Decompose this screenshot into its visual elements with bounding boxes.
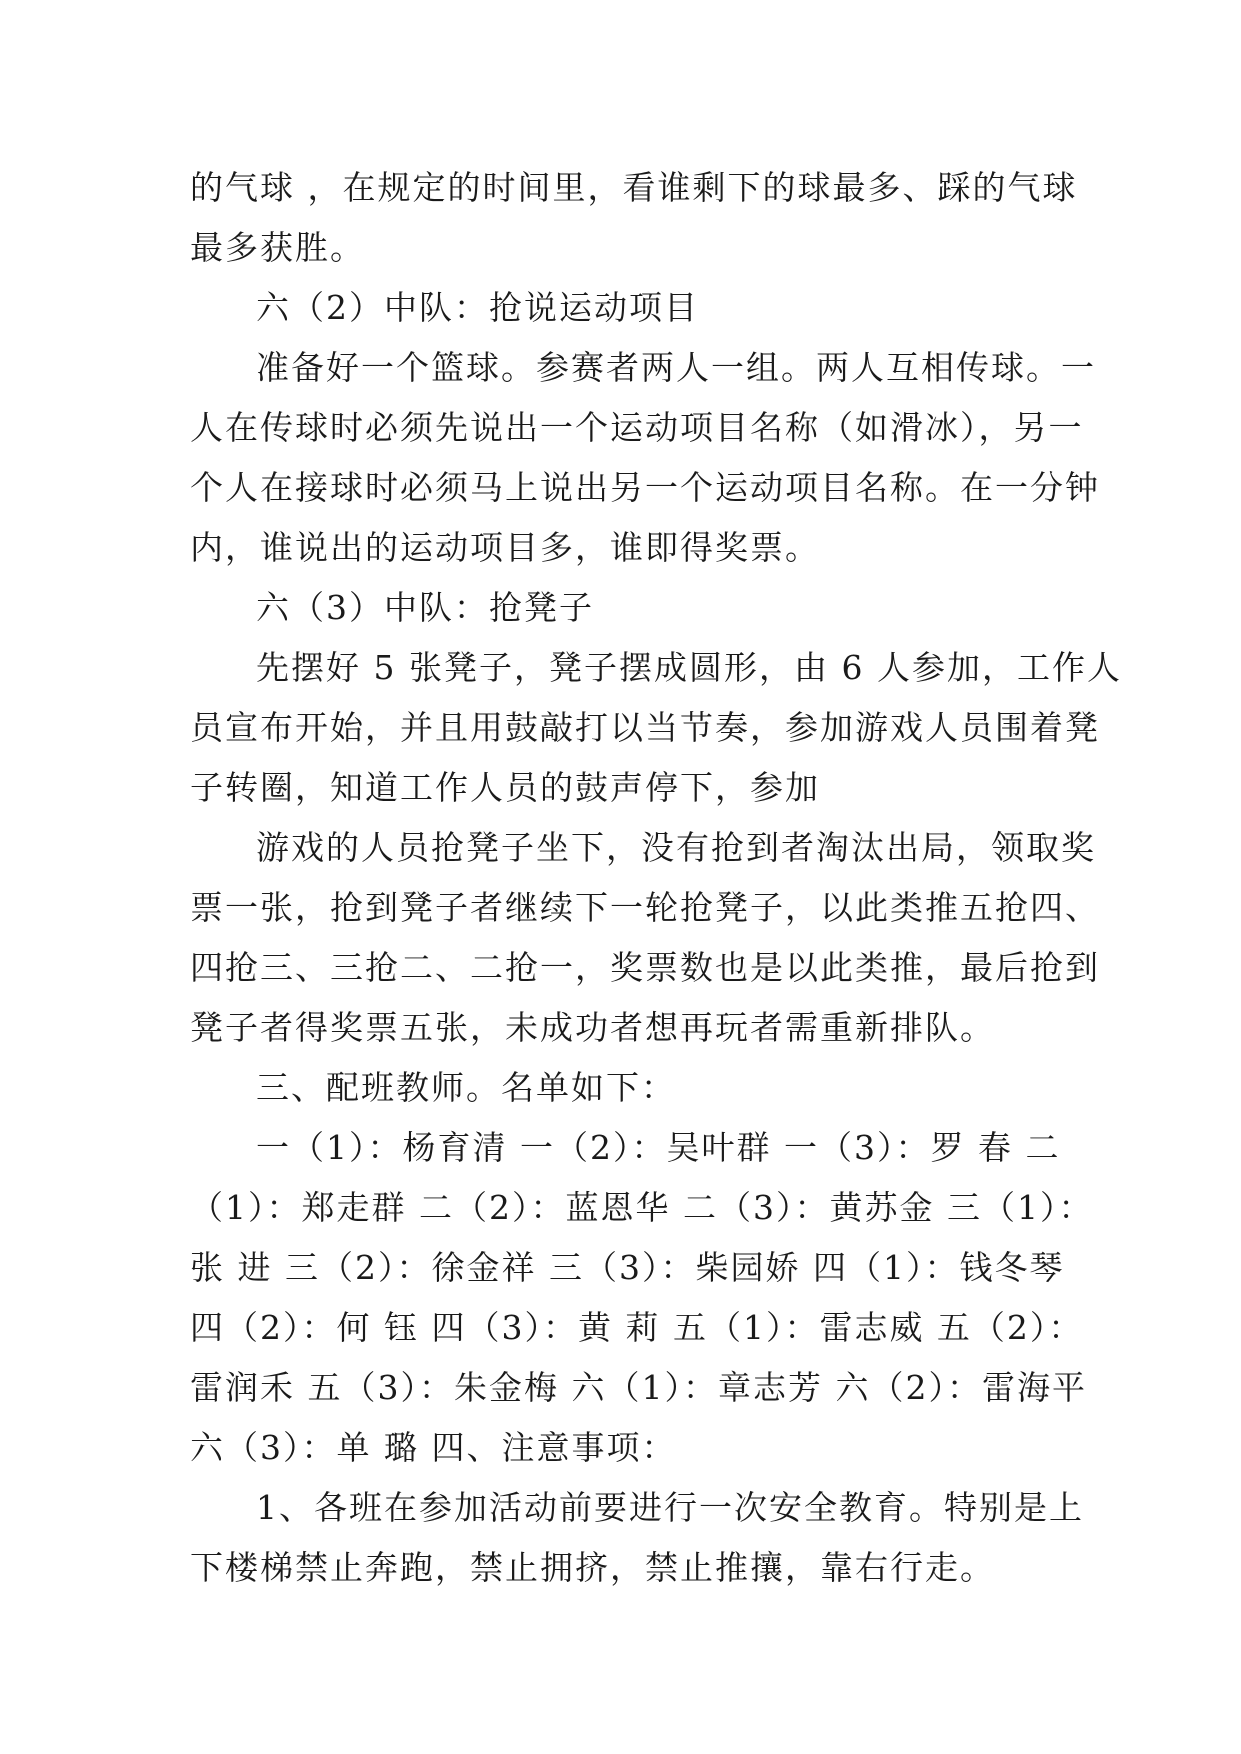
teacher-list-line: 四（2）：何 钰 四（3）：黄 莉 五（1）：雷志威 五（2）： xyxy=(190,1308,1084,1347)
text-line: 子转圈，知道工作人员的鼓声停下，参加 xyxy=(190,768,820,807)
text-line: 游戏的人员抢凳子坐下，没有抢到者淘汰出局，领取奖 xyxy=(256,828,1096,867)
text-line: 先摆好 5 张凳子，凳子摆成圆形，由 6 人参加，工作人 xyxy=(256,648,1122,687)
text-line: 1、各班在参加活动前要进行一次安全教育。特别是上 xyxy=(256,1488,1084,1527)
text-line: 准备好一个篮球。参赛者两人一组。两人互相传球。一 xyxy=(256,348,1096,387)
teacher-list-line: 六（3）：单 璐 四、注意事项： xyxy=(190,1428,677,1467)
text-line: 凳子者得奖票五张，未成功者想再玩者需重新排队。 xyxy=(190,1008,995,1047)
text-line: 四抢三、三抢二、二抢一，奖票数也是以此类推，最后抢到 xyxy=(190,948,1100,987)
text-line: 内，谁说出的运动项目多，谁即得奖票。 xyxy=(190,528,820,567)
section-heading: 三、配班教师。名单如下： xyxy=(256,1068,676,1107)
text-line: 的气球 ，在规定的时间里，看谁剩下的球最多、踩的气球 xyxy=(190,168,1078,207)
document-body xyxy=(190,158,1122,1598)
text-line: 员宣布开始，并且用鼓敲打以当节奏，参加游戏人员围着凳 xyxy=(190,708,1100,747)
teacher-list-line: 一（1）：杨育清 一（2）：吴叶群 一（3）：罗 春 二 xyxy=(256,1128,1061,1167)
teacher-list-line: 雷润禾 五（3）：朱金梅 六（1）：章志芳 六（2）：雷海平 xyxy=(190,1368,1087,1407)
teacher-list-line: 张 进 三（2）：徐金祥 三（3）：柴园娇 四（1）：钱冬琴 xyxy=(190,1248,1065,1287)
text-line: 个人在接球时必须马上说出另一个运动项目名称。在一分钟 xyxy=(190,468,1100,507)
text-line: 下楼梯禁止奔跑，禁止拥挤，禁止推攘，靠右行走。 xyxy=(190,1548,995,1587)
section-heading: 六（2）中队：抢说运动项目 xyxy=(256,288,699,327)
teacher-list-line: （1）：郑走群 二（2）：蓝恩华 二（3）：黄苏金 三（1）： xyxy=(190,1188,1094,1227)
text-line: 票一张，抢到凳子者继续下一轮抢凳子，以此类推五抢四、 xyxy=(190,888,1100,927)
text-line: 人在传球时必须先说出一个运动项目名称（如滑冰），另一 xyxy=(190,408,1084,447)
section-heading: 六（3）中队：抢凳子 xyxy=(256,588,594,627)
text-line: 最多获胜。 xyxy=(190,228,365,267)
